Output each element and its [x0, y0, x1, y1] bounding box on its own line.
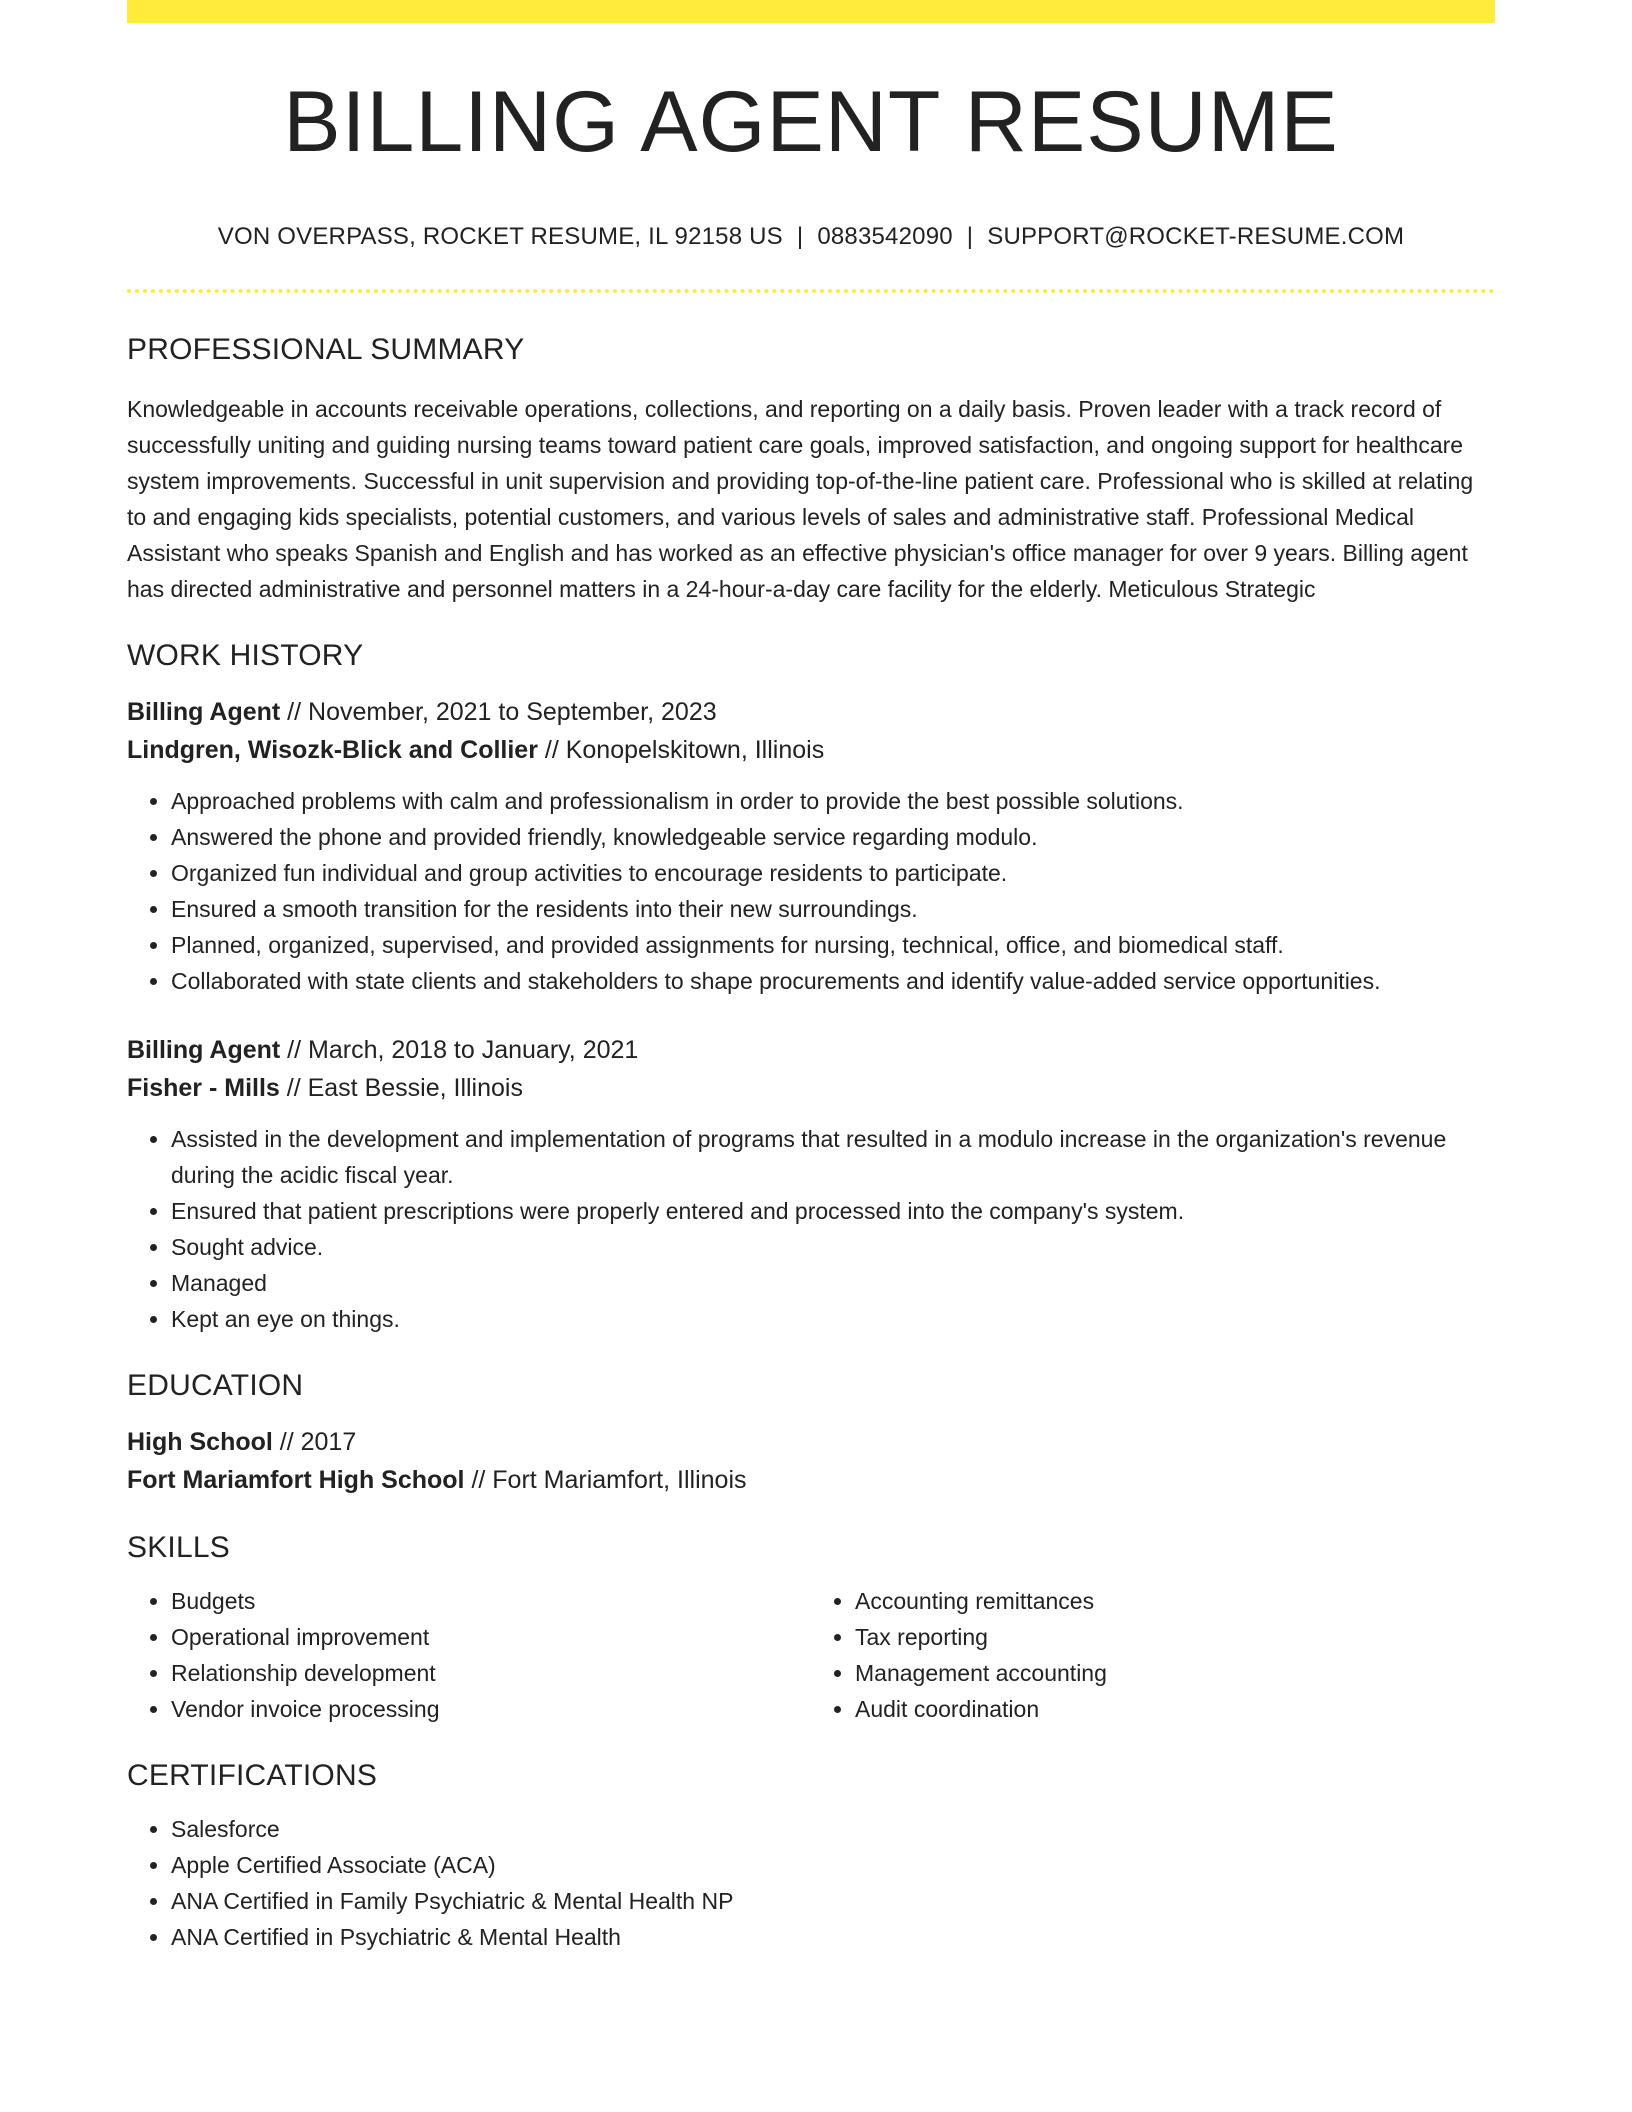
contact-line — [127, 223, 1495, 252]
skill-item: • Operational improvement — [171, 1619, 811, 1655]
job-entry — [127, 1031, 1495, 1337]
education-entry — [127, 1423, 1495, 1499]
certifications-heading: CERTIFICATIONS — [127, 1758, 378, 1792]
certification-item: • ANA Certified in Psychiatric & Mental Health — [171, 1919, 1495, 1955]
skill-item: • Tax reporting — [855, 1619, 1495, 1655]
skill-item: • Management accounting — [855, 1655, 1495, 1691]
job-bullet: • Planned, organized, supervised, and provided assignments for nursing, technical, office, and biomedical staff. — [171, 927, 1495, 963]
skills-list-right — [811, 1583, 1495, 1727]
contact-phone: 0883542090 — [817, 223, 953, 250]
job-bullet: • Ensured that patient prescriptions were properly entered and processed into the company's system. — [171, 1193, 1495, 1229]
resume-title: BILLING AGENT RESUME — [283, 74, 1339, 170]
resume-page — [127, 0, 1495, 1955]
job-company: Fisher - Mills — [127, 1073, 280, 1102]
job-bullets — [127, 783, 1495, 999]
job-title-line — [127, 1031, 1495, 1069]
education-year: // 2017 — [272, 1427, 357, 1456]
job-bullet: • Collaborated with state clients and stakeholders to shape procurements and identify value-added service opportunities. — [171, 963, 1495, 999]
education-degree: High School — [127, 1427, 273, 1456]
job-bullet: • Kept an eye on things. — [171, 1301, 1495, 1337]
contact-address: VON OVERPASS, ROCKET RESUME, IL 92158 US — [217, 223, 783, 250]
work-history-heading: WORK HISTORY — [127, 638, 364, 672]
education-heading: EDUCATION — [127, 1368, 304, 1402]
skills-list-left — [127, 1583, 811, 1727]
job-bullet: • Managed — [171, 1265, 1495, 1301]
job-location: // East Bessie, Illinois — [279, 1073, 523, 1102]
job-company: Lindgren, Wisozk-Blick and Collier — [127, 735, 538, 764]
job-bullets — [127, 1121, 1495, 1337]
job-bullet: • Ensured a smooth transition for the residents into their new surroundings. — [171, 891, 1495, 927]
job-bullet: • Organized fun individual and group activities to encourage residents to participate. — [171, 855, 1495, 891]
certification-item: • Salesforce — [171, 1811, 1495, 1847]
skill-item: • Accounting remittances — [855, 1583, 1495, 1619]
accent-top-bar — [127, 0, 1495, 23]
job-bullet: • Answered the phone and provided friendly, knowledgeable service regarding modulo. — [171, 819, 1495, 855]
summary-heading: PROFESSIONAL SUMMARY — [127, 332, 525, 366]
skills-heading: SKILLS — [127, 1530, 230, 1564]
job-company-line — [127, 1069, 1495, 1107]
skill-item: • Relationship development — [171, 1655, 811, 1691]
skills-columns — [127, 1583, 1495, 1727]
education-degree-line — [127, 1423, 1495, 1461]
dotted-divider — [127, 289, 1495, 293]
contact-separator: | — [966, 223, 974, 250]
job-company-line — [127, 731, 1495, 769]
summary-text: Knowledgeable in accounts receivable operations, collections, and reporting on a daily basis. Proven leader with a track record of successfully uniting and guiding nursing teams toward patient care goals, improved satisfaction, and ongoing support for healthcare system improvements. Successful in unit supervision and providing top-of-the-line patient care. Professional who is skilled at relating to and engaging kids specialists, potential customers, and various levels of sales and administrative staff. Professional Medical Assistant who speaks Spanish and English and has worked as an effective physician's office manager for over 9 years. Billing agent has directed administrative and personnel matters in a 24-hour-a-day care facility for the elderly. Meticulous Strategic — [127, 395, 1474, 602]
skill-item: • Vendor invoice processing — [171, 1691, 811, 1727]
job-bullet: • Assisted in the development and implementation of programs that resulted in a modulo increase in the organization's revenue during the acidic fiscal year. — [171, 1121, 1495, 1193]
contact-separator: | — [796, 223, 804, 250]
job-bullet: • Approached problems with calm and professionalism in order to provide the best possible solutions. — [171, 783, 1495, 819]
job-dates: // March, 2018 to January, 2021 — [280, 1035, 639, 1064]
job-title: Billing Agent — [127, 1035, 281, 1064]
education-location: // Fort Mariamfort, Illinois — [464, 1465, 747, 1494]
job-title-line — [127, 693, 1495, 731]
job-entry — [127, 693, 1495, 999]
contact-email: SUPPORT@ROCKET-RESUME.COM — [987, 223, 1405, 250]
skill-item: • Budgets — [171, 1583, 811, 1619]
certification-item: • Apple Certified Associate (ACA) — [171, 1847, 1495, 1883]
certification-item: • ANA Certified in Family Psychiatric & Mental Health NP — [171, 1883, 1495, 1919]
job-bullet: • Sought advice. — [171, 1229, 1495, 1265]
education-school: Fort Mariamfort High School — [127, 1465, 465, 1494]
job-dates: // November, 2021 to September, 2023 — [280, 697, 717, 726]
job-title: Billing Agent — [127, 697, 281, 726]
certifications-list — [127, 1811, 1495, 1955]
skill-item: • Audit coordination — [855, 1691, 1495, 1727]
education-school-line — [127, 1461, 1495, 1499]
job-location: // Konopelskitown, Illinois — [537, 735, 825, 764]
